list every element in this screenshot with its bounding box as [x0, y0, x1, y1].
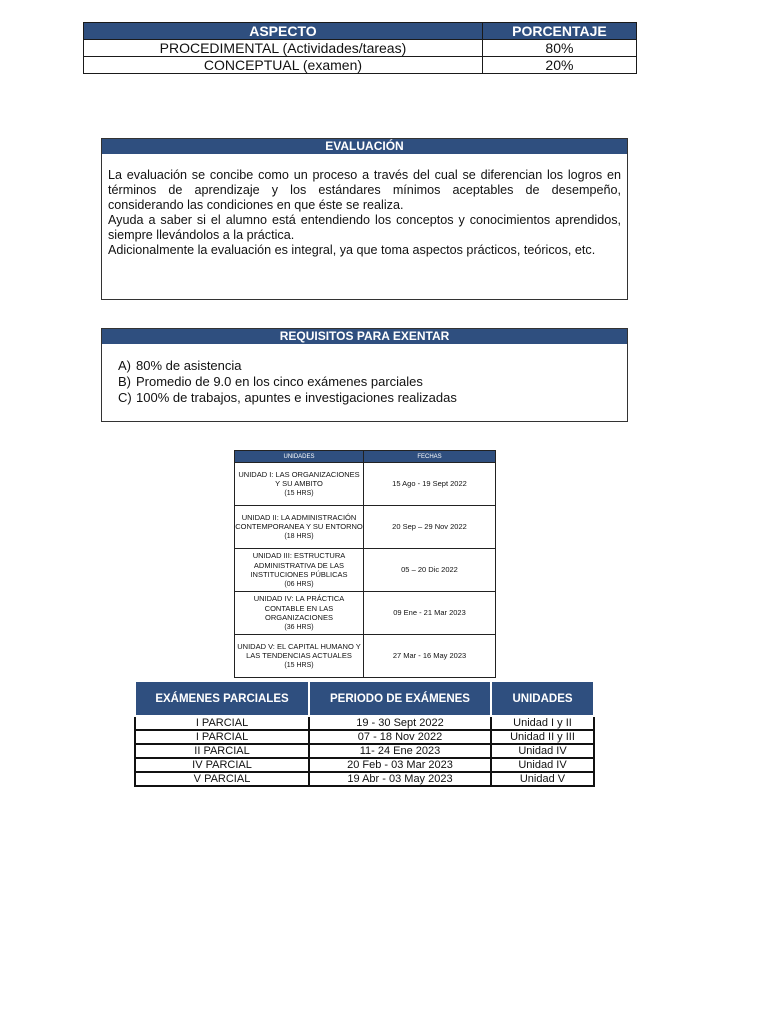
- list-text: Promedio de 9.0 en los cinco exámenes parciales: [136, 374, 423, 389]
- unit-name: UNIDAD II: LA ADMINISTRACIÓN CONTEMPORANEA Y SU ENTORNO: [235, 512, 363, 532]
- unit-cell: [235, 635, 364, 678]
- list-item: [118, 390, 627, 406]
- units-cell: Unidad V: [491, 772, 594, 786]
- exam-cell: IV PARCIAL: [135, 758, 309, 772]
- aspect-table: [83, 22, 637, 74]
- dates-cell: 09 Ene - 21 Mar 2023: [364, 592, 496, 635]
- units-cell: Unidad IV: [491, 758, 594, 772]
- unit-cell: [235, 506, 364, 549]
- requirements-box: [101, 328, 628, 422]
- list-text: 100% de trabajos, apuntes e investigaciones realizadas: [136, 390, 457, 405]
- period-cell: 19 - 30 Sept 2022: [309, 716, 491, 730]
- units-table: [234, 450, 496, 678]
- units-cell: Unidad I y II: [491, 716, 594, 730]
- unit-cell: [235, 549, 364, 592]
- percentage-cell: 20%: [482, 57, 636, 74]
- evaluation-title: EVALUACIÓN: [102, 139, 627, 154]
- table-row: [135, 716, 594, 730]
- percentage-header: PORCENTAJE: [482, 23, 636, 40]
- unit-name: UNIDAD V: EL CAPITAL HUMANO Y LAS TENDENCIAS ACTUALES: [237, 641, 361, 661]
- unit-hours: (36 HRS): [284, 623, 314, 631]
- table-row: [84, 57, 637, 74]
- unit-hours: (15 HRS): [284, 661, 314, 669]
- unit-name: UNIDAD I: LAS ORGANIZACIONES Y SU AMBITO: [238, 469, 360, 489]
- list-item: [118, 358, 627, 374]
- requirements-title: REQUISITOS PARA EXENTAR: [102, 329, 627, 344]
- list-letter: A): [118, 358, 131, 373]
- period-cell: 19 Abr - 03 May 2023: [309, 772, 491, 786]
- list-letter: C): [118, 390, 132, 405]
- evaluation-paragraph: Adicionalmente la evaluación es integral, ya que toma aspectos prácticos, teóricos, etc.: [108, 243, 596, 257]
- list-letter: B): [118, 374, 131, 389]
- unit-cell: [235, 463, 364, 506]
- table-row: [135, 772, 594, 786]
- table-row: [235, 635, 496, 678]
- unit-hours: (18 HRS): [284, 532, 314, 540]
- unit-hours: (06 HRS): [284, 580, 314, 588]
- table-row: [135, 758, 594, 772]
- evaluation-box: [101, 138, 628, 300]
- list-item: [118, 374, 627, 390]
- evaluation-paragraph: Ayuda a saber si el alumno está entendiendo los conceptos y conocimientos aprendidos, siempre llevándolos a la práctica.: [108, 213, 621, 242]
- requirements-list: [102, 358, 627, 406]
- period-header: PERIODO DE EXÁMENES: [309, 681, 491, 716]
- dates-cell: 15 Ago - 19 Sept 2022: [364, 463, 496, 506]
- table-row: [135, 730, 594, 744]
- units-cell: Unidad IV: [491, 744, 594, 758]
- table-row: [235, 549, 496, 592]
- units-header: UNIDADES: [491, 681, 594, 716]
- unit-cell: [235, 592, 364, 635]
- dates-cell: 20 Sep – 29 Nov 2022: [364, 506, 496, 549]
- unit-name: UNIDAD III: ESTRUCTURA ADMINISTRATIVA DE LAS INSTITUCIONES PÚBLICAS: [250, 551, 348, 579]
- aspect-cell: CONCEPTUAL (examen): [84, 57, 483, 74]
- table-row: [84, 40, 637, 57]
- evaluation-body: [102, 154, 627, 258]
- period-cell: 11- 24 Ene 2023: [309, 744, 491, 758]
- exam-cell: V PARCIAL: [135, 772, 309, 786]
- list-text: 80% de asistencia: [136, 358, 242, 373]
- exam-cell: I PARCIAL: [135, 716, 309, 730]
- unit-hours: (15 HRS): [284, 489, 314, 497]
- period-cell: 07 - 18 Nov 2022: [309, 730, 491, 744]
- evaluation-paragraph: La evaluación se concibe como un proceso a través del cual se diferencian los logros en términos de aprendizaje y los estándares mínimos aceptables de desempeño, considerando las condiciones en que éste se realiza.: [108, 168, 621, 212]
- table-row: [135, 744, 594, 758]
- units-cell: Unidad II y III: [491, 730, 594, 744]
- aspect-header: ASPECTO: [84, 23, 483, 40]
- table-row: [235, 463, 496, 506]
- exams-header: EXÁMENES PARCIALES: [135, 681, 309, 716]
- dates-header: FECHAS: [364, 451, 496, 463]
- period-cell: 20 Feb - 03 Mar 2023: [309, 758, 491, 772]
- dates-cell: 27 Mar - 16 May 2023: [364, 635, 496, 678]
- exam-cell: II PARCIAL: [135, 744, 309, 758]
- exam-table: [134, 680, 595, 787]
- table-row: [235, 592, 496, 635]
- unit-name: UNIDAD IV: LA PRÁCTICA CONTABLE EN LAS ORGANIZACIONES: [253, 594, 345, 622]
- aspect-cell: PROCEDIMENTAL (Actividades/tareas): [84, 40, 483, 57]
- percentage-cell: 80%: [482, 40, 636, 57]
- units-header: UNIDADES: [235, 451, 364, 463]
- exam-cell: I PARCIAL: [135, 730, 309, 744]
- table-row: [235, 506, 496, 549]
- dates-cell: 05 – 20 Dic 2022: [364, 549, 496, 592]
